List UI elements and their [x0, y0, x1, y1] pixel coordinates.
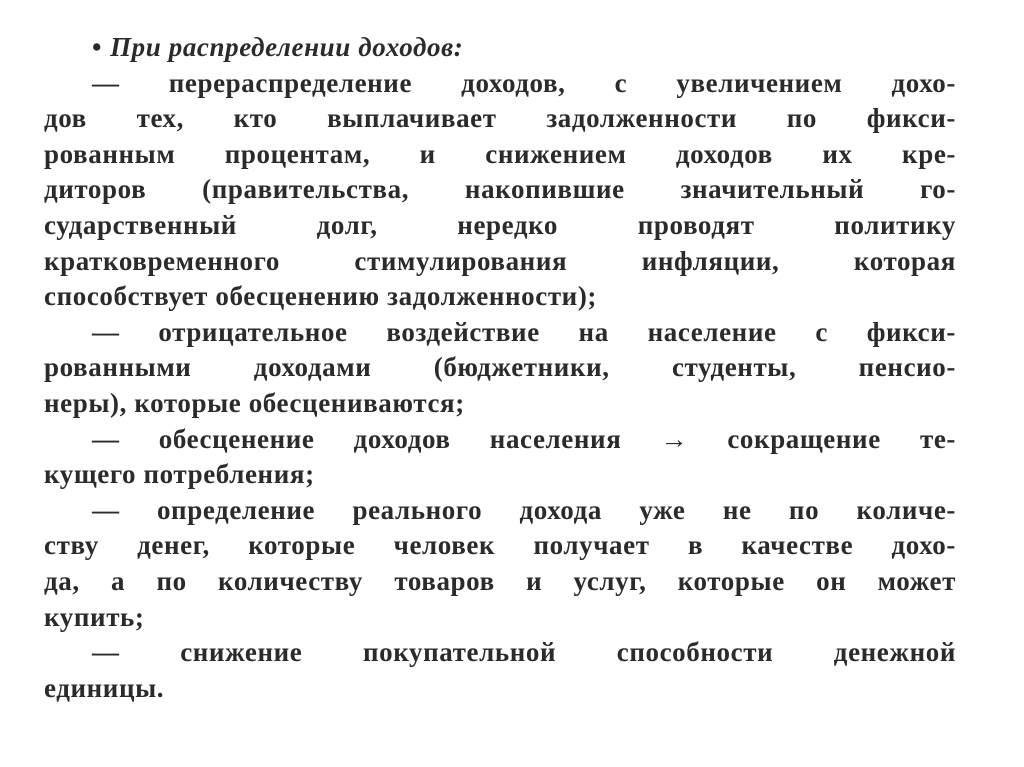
text-line: — перераспределение доходов, с увеличением дохо-: [92, 67, 956, 98]
text-line: сударственный долг, нередко проводят политику: [44, 209, 956, 240]
text-line: способствует обесценению задолженности);: [44, 281, 598, 312]
text-line: ству денег, которые человек получает в качестве дохо-: [44, 530, 956, 561]
section-heading: [44, 30, 956, 66]
text-line: — снижение покупательной способности денежной: [92, 637, 956, 668]
text-block: [44, 30, 956, 706]
text-line: дов тех, кто выплачивает задолженности по фикси-: [44, 103, 956, 134]
text-lines: [44, 66, 956, 707]
text-line: — отрицательное воздействие на население с фикси-: [92, 316, 956, 347]
text-line: кратковременного стимулирования инфляции, которая: [44, 245, 956, 276]
text-line: — обесценение доходов населения → сокращение те-: [92, 423, 956, 454]
text-line: кущего потребления;: [44, 459, 315, 490]
text-line: единицы.: [44, 672, 165, 703]
heading-text: При распределении доходов:: [110, 32, 464, 62]
bullet-icon: •: [92, 32, 103, 62]
text-line: диторов (правительства, накопившие значительный го-: [44, 174, 956, 205]
text-line: да, а по количеству товаров и услуг, которые он может: [44, 565, 956, 596]
text-line: рованным процентам, и снижением доходов их кре-: [44, 138, 956, 169]
text-line: — определение реального дохода уже не по количе-: [92, 494, 956, 525]
text-line: неры), которые обесцениваются;: [44, 387, 465, 418]
text-line: купить;: [44, 601, 145, 632]
text-line: рованными доходами (бюджетники, студенты, пенсио-: [44, 352, 956, 383]
